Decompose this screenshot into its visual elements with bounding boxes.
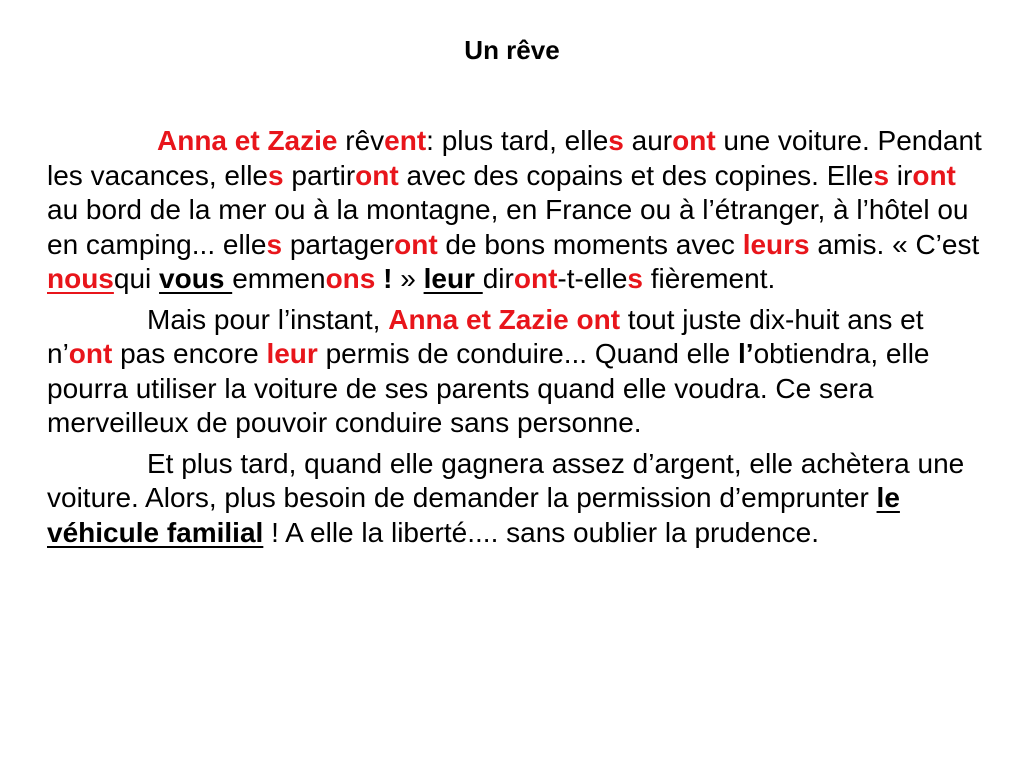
- text-segment: avec des copains et des copines. Elle: [398, 159, 874, 191]
- text-segment: tout juste dix-huit ans et n’: [47, 303, 924, 369]
- highlighted-segment: ent: [384, 125, 427, 156]
- slide-title: Un rêve: [464, 35, 560, 65]
- highlighted-segment: ont: [513, 263, 558, 294]
- text-segment: pas encore: [112, 338, 267, 369]
- text-segment: -t-elle: [557, 263, 628, 294]
- text-segment: permis de conduire... Quand elle: [317, 338, 739, 369]
- bold-segment: !: [375, 263, 401, 294]
- text-segment: Mais pour l’instant,: [147, 303, 389, 335]
- paragraph-1: [47, 124, 982, 297]
- highlighted-segment: s: [268, 159, 284, 191]
- text-segment: rêv: [337, 125, 385, 156]
- text-segment: au bord de la mer ou à la montagne, en France ou à l’étranger, à l’hôtel ou en camping... elle: [47, 194, 969, 260]
- highlighted-segment: Anna et Zazie: [157, 125, 338, 156]
- highlighted-segment: ont: [355, 159, 399, 191]
- text-segment: obtiendra, elle pourra utiliser la voiture de ses parents quand elle voudra. Ce sera merveilleux de pouvoir conduire sans personne.: [47, 338, 930, 438]
- text-segment: emmen: [232, 263, 326, 294]
- text-segment: amis. « C’est: [809, 228, 980, 260]
- slide-body: [47, 124, 982, 556]
- text-segment: de bons moments avec: [437, 228, 743, 260]
- highlighted-underlined-segment: nous: [47, 263, 114, 294]
- text-segment: partir: [283, 159, 356, 191]
- highlighted-segment: s: [266, 228, 283, 260]
- text-segment: dir: [482, 263, 514, 294]
- highlighted-segment: leur: [266, 338, 318, 369]
- text-segment: ir: [889, 159, 913, 191]
- text-segment: »: [400, 263, 424, 294]
- highlighted-segment: ont: [672, 125, 716, 156]
- paragraph-2: [47, 303, 982, 441]
- text-segment: Et plus tard, quand elle gagnera assez d’argent, elle achètera une voiture. Alors, plus besoin de demander la permission d’emprunter: [47, 447, 965, 513]
- bold-segment: l’: [738, 338, 754, 369]
- bold-underlined-segment: le véhicule familial: [47, 482, 900, 548]
- highlighted-segment: s: [873, 159, 890, 191]
- highlighted-segment: s: [608, 125, 624, 156]
- highlighted-segment: leurs: [742, 228, 810, 260]
- highlighted-segment: ons: [325, 263, 376, 294]
- text-segment: qui: [113, 263, 160, 294]
- text-segment: partager: [282, 228, 395, 260]
- highlighted-segment: s: [627, 263, 643, 294]
- bold-underlined-segment: vous: [159, 263, 233, 294]
- highlighted-segment: ont: [68, 338, 113, 369]
- text-segment: ! A elle la liberté.... sans oublier la prudence.: [263, 516, 819, 548]
- highlighted-segment: ont: [394, 228, 438, 260]
- bold-underlined-segment: leur: [423, 263, 483, 294]
- text-segment: une voiture. Pendant les vacances, elle: [47, 125, 982, 191]
- text-segment: aur: [623, 125, 673, 156]
- highlighted-segment: Anna et Zazie ont: [388, 303, 621, 335]
- highlighted-segment: ont: [912, 159, 956, 191]
- text-segment: : plus tard, elle: [426, 125, 609, 156]
- paragraph-3: [47, 447, 982, 551]
- text-segment: fièrement.: [642, 263, 776, 294]
